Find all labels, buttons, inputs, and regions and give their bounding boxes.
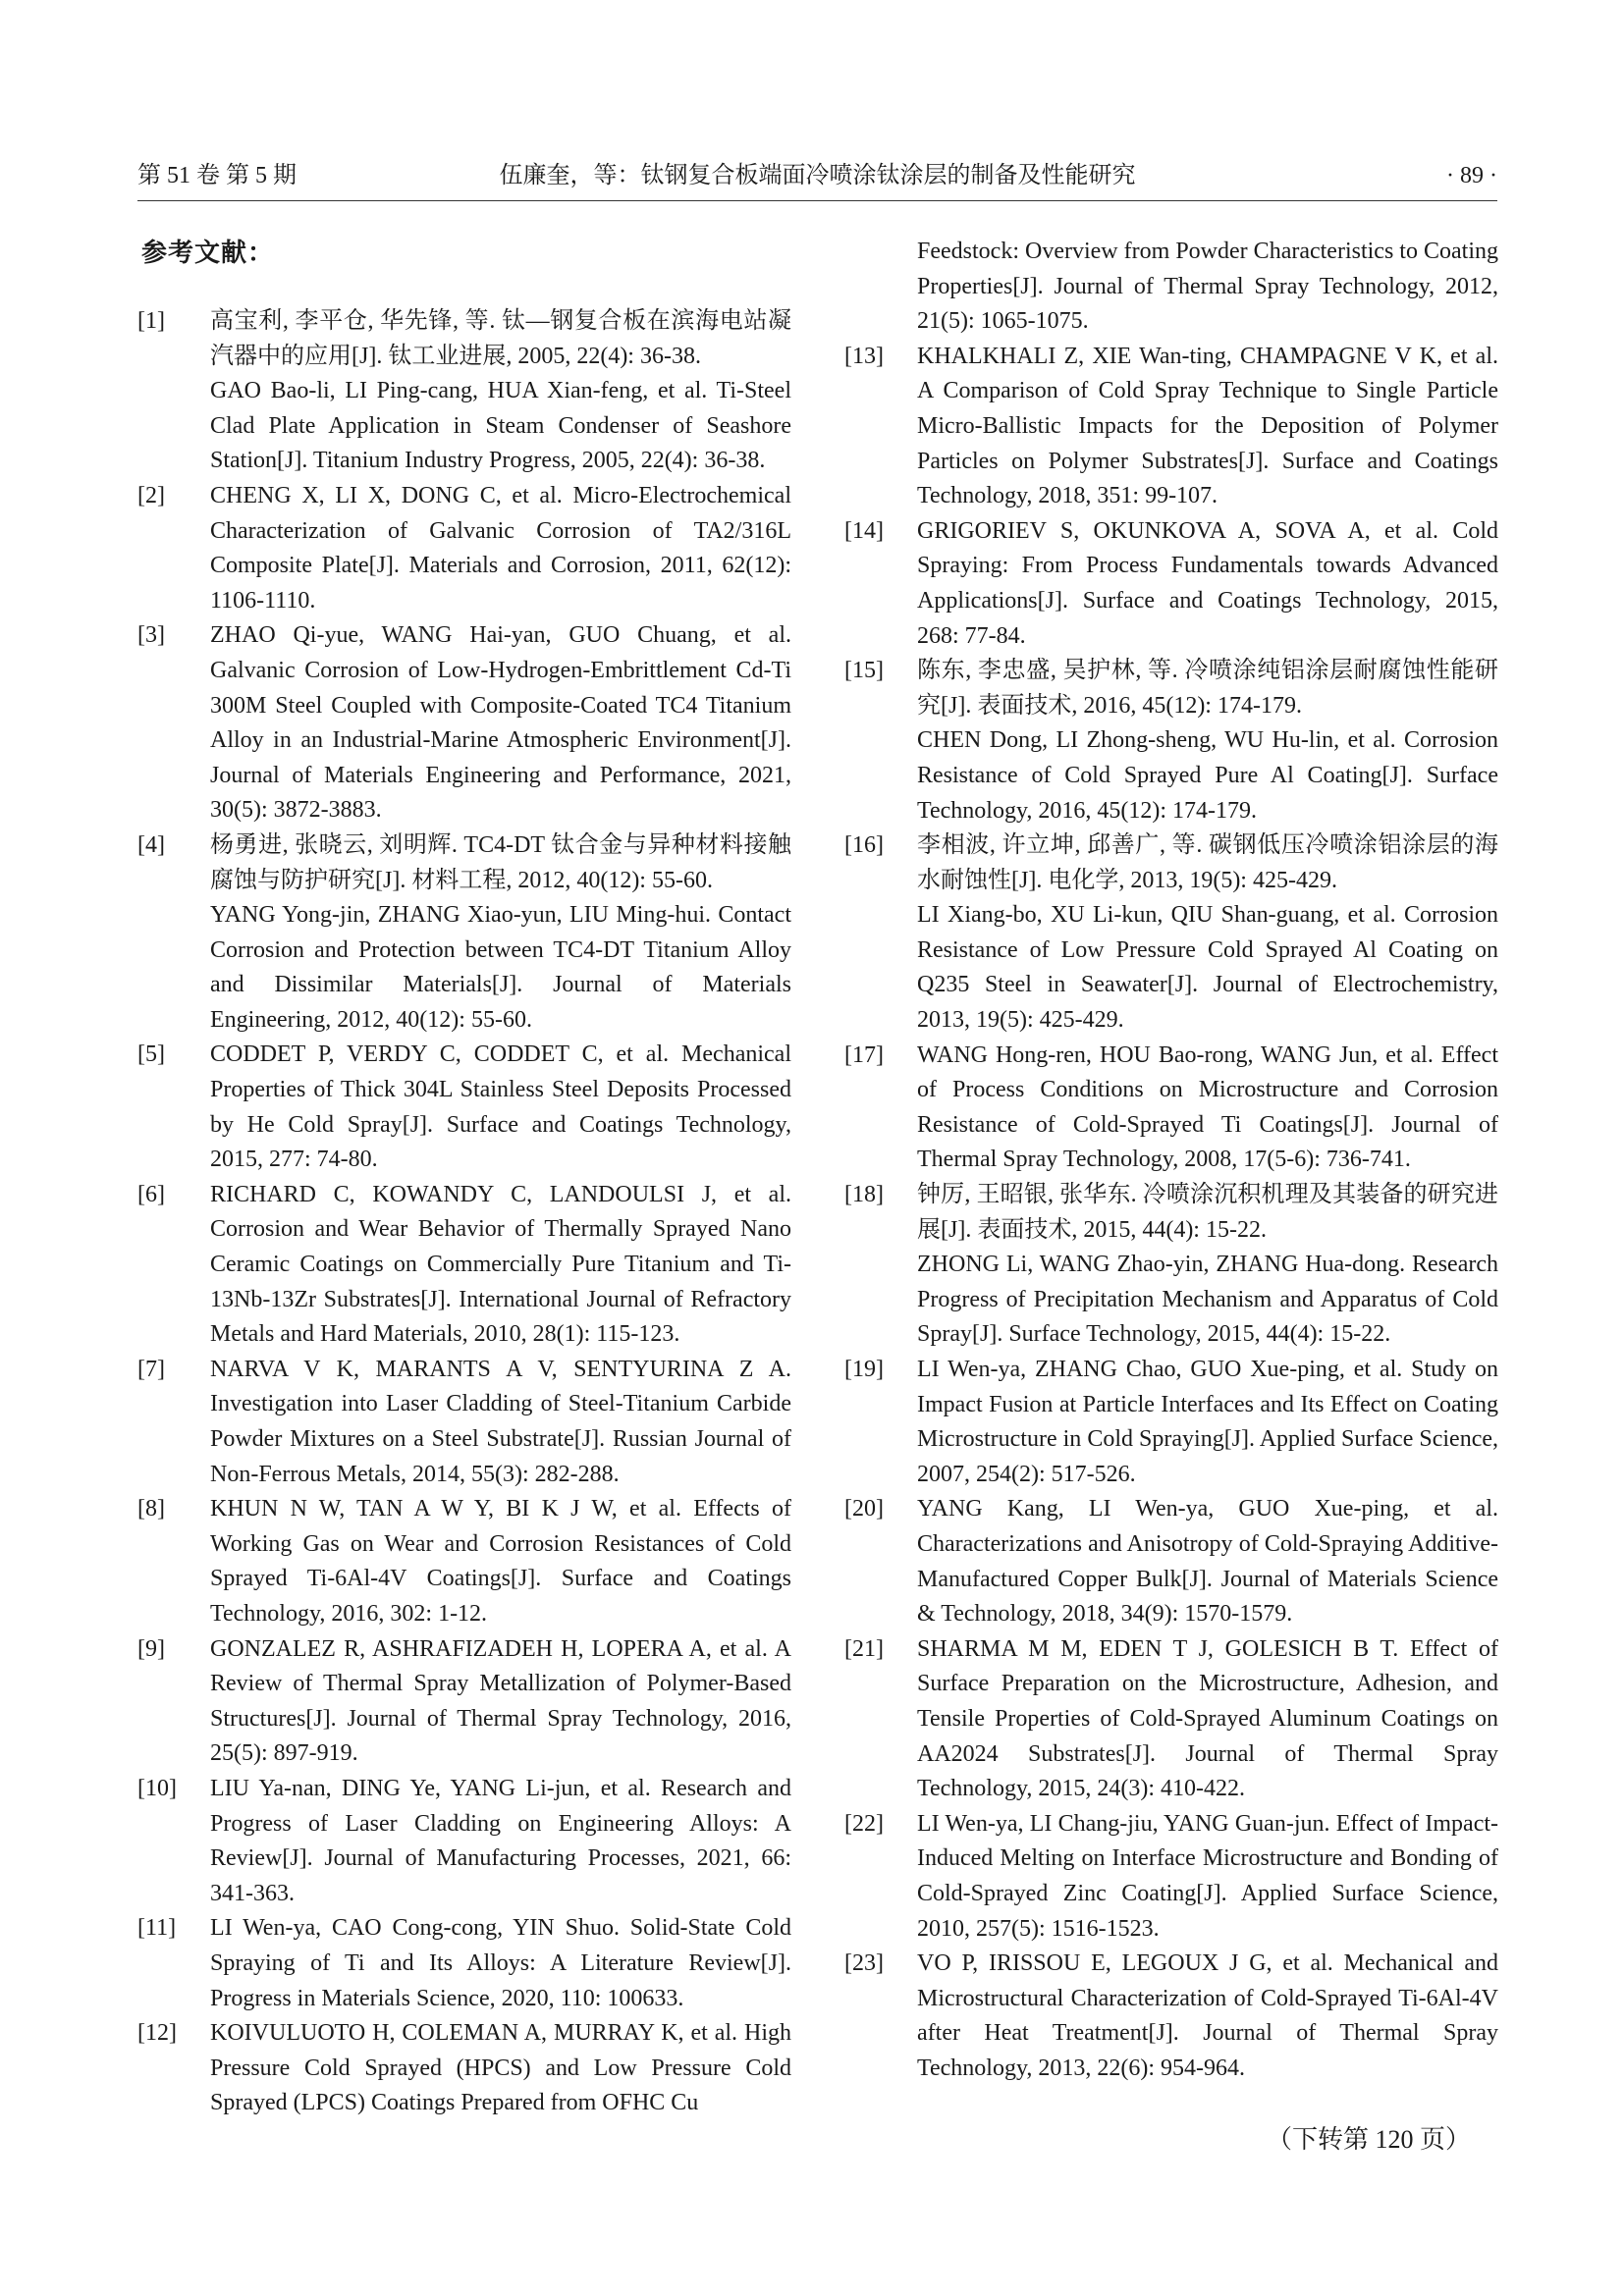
reference-item [844, 235, 1498, 340]
reference-number: [2] [137, 482, 165, 508]
reference-text [917, 1178, 1498, 1353]
reference-citation: CHENG X, LI X, DONG C, et al. Micro-Electrochemical Characterization of Galvanic Corrosion of TA2/316L Composite Plate[J]. Materials and Corrosion, 2011, 62(12): 1106-1110. [210, 482, 791, 614]
reference-item [844, 514, 1498, 654]
reference-citation: KHALKHALI Z, XIE Wan-ting, CHAMPAGNE V K, et al. A Comparison of Cold Spray Technique to Single Particle Micro-Ballistic Impacts for the Deposition of Polymer Particles on Polymer Substrates[J]. Surface and Coatings Technology, 2018, 351: 99-107. [917, 343, 1498, 509]
reference-item [137, 1178, 791, 1353]
reference-text [917, 828, 1498, 1039]
references-left-column [137, 304, 791, 2121]
reference-item [137, 1911, 791, 2016]
reference-text [917, 235, 1498, 340]
reference-english-translation: YANG Yong-jin, ZHANG Xiao-yun, LIU Ming-hui. Contact Corrosion and Protection between TC4-DT Titanium Alloy and Dissimilar Materials[J]. Journal of Materials Engineering, 2012, 40(12): 55-60. [210, 902, 791, 1033]
reference-item [844, 1632, 1498, 1807]
reference-text [210, 304, 791, 479]
reference-item [137, 2016, 791, 2121]
reference-citation: SHARMA M M, EDEN T J, GOLESICH B T. Effect of Surface Preparation on the Microstructure, Adhesion, and Tensile Properties of Cold-Sprayed Aluminum Coatings on AA2024 Substrates[J]. Journal of Thermal Spray Technology, 2015, 24(3): 410-422. [917, 1635, 1498, 1802]
running-title: 伍廉奎，等：钛钢复合板端面冷喷涂钛涂层的制备及性能研究 [499, 163, 1136, 188]
reference-number: [20] [844, 1496, 884, 1522]
reference-text [917, 1807, 1498, 1947]
reference-item [137, 1632, 791, 1772]
references-heading: 参考文献： [141, 239, 275, 267]
reference-text [917, 340, 1498, 514]
reference-citation: Feedstock: Overview from Powder Characteristics to Coating Properties[J]. Journal of Thermal Spray Technology, 2012, 21(5): 1065-1075. [917, 239, 1498, 335]
reference-item [844, 1178, 1498, 1353]
reference-number: [21] [844, 1635, 884, 1662]
reference-citation: KOIVULUOTO H, COLEMAN A, MURRAY K, et al. High Pressure Cold Sprayed (HPCS) and Low Pressure Cold Sprayed (LPCS) Coatings Prepared from OFHC Cu [210, 2020, 791, 2116]
reference-number: [4] [137, 831, 165, 858]
reference-item [844, 654, 1498, 828]
reference-citation: LI Wen-ya, LI Chang-jiu, YANG Guan-jun. Effect of Impact-Induced Melting on Interface Microstructure and Bonding of Cold-Sprayed Zinc Coating[J]. Applied Surface Science, 2010, 257(5): 1516-1523. [917, 1810, 1498, 1942]
reference-item [137, 1353, 791, 1492]
reference-english-translation: GAO Bao-li, LI Ping-cang, HUA Xian-feng, et al. Ti-Steel Clad Plate Application in Steam Condenser of Seashore Station[J]. Titanium Industry Progress, 2005, 22(4): 36-38. [210, 378, 791, 474]
reference-item [137, 828, 791, 1039]
reference-citation: CODDET P, VERDY C, CODDET C, et al. Mechanical Properties of Thick 304L Stainless Steel Deposits Processed by He Cold Spray[J]. Surface and Coatings Technology, 2015, 277: 74-80. [210, 1041, 791, 1173]
reference-text [917, 1353, 1498, 1492]
reference-text [917, 654, 1498, 828]
reference-citation: LI Wen-ya, ZHANG Chao, GUO Xue-ping, et al. Study on Impact Fusion at Particle Interfaces and Its Effect on Coating Microstructure in Cold Spraying[J]. Applied Surface Science, 2007, 254(2): 517-526. [917, 1357, 1498, 1487]
reference-text [210, 1911, 791, 2016]
reference-number: [9] [137, 1635, 165, 1662]
reference-citation: 李相波, 许立坤, 邱善广, 等. 碳钢低压冷喷涂铝涂层的海水耐蚀性[J]. 电化学, 2013, 19(5): 425-429. [917, 832, 1498, 893]
reference-citation: LI Wen-ya, CAO Cong-cong, YIN Shuo. Solid-State Cold Spraying of Ti and Its Alloys: A Literature Review[J]. Progress in Materials Science, 2020, 110: 100633. [210, 1915, 791, 2011]
reference-item [137, 1038, 791, 1177]
reference-item [844, 340, 1498, 514]
reference-citation: 钟厉, 王昭银, 张华东. 冷喷涂沉积机理及其装备的研究进展[J]. 表面技术, 2015, 44(4): 15-22. [917, 1182, 1498, 1243]
reference-number: [18] [844, 1182, 884, 1208]
running-header [137, 159, 1497, 192]
reference-number: [12] [137, 2020, 177, 2047]
reference-number: [17] [844, 1041, 884, 1068]
reference-text [210, 618, 791, 828]
reference-text [210, 479, 791, 618]
reference-citation: KHUN N W, TAN A W Y, BI K J W, et al. Effects of Working Gas on Wear and Corrosion Resistances of Cold Sprayed Ti-6Al-4V Coatings[J]. Surface and Coatings Technology, 2016, 302: 1-12. [210, 1496, 791, 1627]
reference-number: [5] [137, 1041, 165, 1068]
reference-citation: ZHAO Qi-yue, WANG Hai-yan, GUO Chuang, et al. Galvanic Corrosion of Low-Hydrogen-Embrittlement Cd-Ti 300M Steel Coupled with Composite-Coated TC4 Titanium Alloy in an Industrial-Marine Atmospheric Environment[J]. Journal of Materials Engineering and Performance, 2021, 30(5): 3872-3883. [210, 622, 791, 824]
reference-citation: GONZALEZ R, ASHRAFIZADEH H, LOPERA A, et al. A Review of Thermal Spray Metallization of Polymer-Based Structures[J]. Journal of Thermal Spray Technology, 2016, 25(5): 897-919. [210, 1635, 791, 1767]
reference-item [844, 1492, 1498, 1631]
reference-citation: LIU Ya-nan, DING Ye, YANG Li-jun, et al. Research and Progress of Laser Cladding on Engineering Alloys: A Review[J]. Journal of Manufacturing Processes, 2021, 66: 341-363. [210, 1775, 791, 1906]
continued-note: （下转第 120 页） [1267, 2125, 1472, 2154]
reference-text [210, 2016, 791, 2121]
reference-number: [8] [137, 1496, 165, 1522]
reference-number: [15] [844, 658, 884, 684]
reference-number: [1] [137, 308, 165, 334]
reference-text [917, 514, 1498, 654]
reference-item [844, 1947, 1498, 2086]
reference-citation: YANG Kang, LI Wen-ya, GUO Xue-ping, et al. Characterizations and Anisotropy of Cold-Spraying Additive-Manufactured Copper Bulk[J]. Journal of Materials Science & Technology, 2018, 34(9): 1570-1579. [917, 1496, 1498, 1628]
reference-item [137, 1492, 791, 1631]
reference-item [844, 1039, 1498, 1178]
reference-number: [22] [844, 1810, 884, 1837]
header-rule [137, 200, 1497, 201]
reference-item [844, 1807, 1498, 1947]
reference-number: [7] [137, 1356, 165, 1382]
reference-number: [16] [844, 832, 884, 859]
reference-text [210, 828, 791, 1039]
reference-number: [19] [844, 1357, 884, 1382]
reference-number: [11] [137, 1915, 177, 1942]
page-number: · 89 · [1446, 163, 1497, 188]
reference-text [210, 1178, 791, 1353]
reference-number: [3] [137, 622, 165, 649]
reference-citation: 高宝利, 李平仓, 华先锋, 等. 钛—钢复合板在滨海电站凝汽器中的应用[J]. 钛工业进展, 2005, 22(4): 36-38. [210, 308, 791, 369]
journal-issue: 第 51 卷 第 5 期 [137, 163, 297, 188]
reference-text [917, 1947, 1498, 2086]
reference-item [137, 304, 791, 479]
reference-text [917, 1039, 1498, 1178]
reference-number: [6] [137, 1181, 165, 1207]
reference-english-translation: CHEN Dong, LI Zhong-sheng, WU Hu-lin, et al. Corrosion Resistance of Cold Sprayed Pure Al Coating[J]. Surface Technology, 2016, 45(12): 174-179. [917, 727, 1498, 824]
reference-item [844, 1353, 1498, 1492]
reference-number: [10] [137, 1775, 177, 1801]
reference-citation: VO P, IRISSOU E, LEGOUX J G, et al. Mechanical and Microstructural Characterization of Cold-Sprayed Ti-6Al-4V after Heat Treatment[J]. Journal of Thermal Spray Technology, 2013, 22(6): 954-964. [917, 1950, 1498, 2081]
reference-citation: NARVA V K, MARANTS A V, SENTYURINA Z A. Investigation into Laser Cladding of Steel-Titanium Carbide Powder Mixtures on a Steel Substrate[J]. Russian Journal of Non-Ferrous Metals, 2014, 55(3): 282-288. [210, 1356, 791, 1487]
reference-english-translation: ZHONG Li, WANG Zhao-yin, ZHANG Hua-dong. Research Progress of Precipitation Mechanism and Apparatus of Cold Spray[J]. Surface Technology, 2015, 44(4): 15-22. [917, 1252, 1498, 1348]
reference-citation: WANG Hong-ren, HOU Bao-rong, WANG Jun, et al. Effect of Process Conditions on Microstructure and Corrosion Resistance of Cold-Sprayed Ti Coatings[J]. Journal of Thermal Spray Technology, 2008, 17(5-6): 736-741. [917, 1041, 1498, 1173]
reference-text [210, 1038, 791, 1177]
reference-number: [13] [844, 343, 884, 369]
reference-text [210, 1632, 791, 1772]
reference-text [210, 1353, 791, 1492]
references-right-column [844, 235, 1498, 2086]
reference-citation: 杨勇进, 张晓云, 刘明辉. TC4-DT 钛合金与异种材料接触腐蚀与防护研究[J]. 材料工程, 2012, 40(12): 55-60. [210, 831, 791, 893]
reference-text [917, 1492, 1498, 1631]
reference-text [917, 1632, 1498, 1807]
reference-english-translation: LI Xiang-bo, XU Li-kun, QIU Shan-guang, et al. Corrosion Resistance of Low Pressure Cold Sprayed Al Coating on Q235 Steel in Seawater[J]. Journal of Electrochemistry, 2013, 19(5): 425-429. [917, 902, 1498, 1034]
reference-item [137, 618, 791, 828]
reference-citation: RICHARD C, KOWANDY C, LANDOULSI J, et al. Corrosion and Wear Behavior of Thermally Sprayed Nano Ceramic Coatings on Commercially Pure Titanium and Ti-13Nb-13Zr Substrates[J]. International Journal of Refractory Metals and Hard Materials, 2010, 28(1): 115-123. [210, 1181, 791, 1348]
reference-citation: 陈东, 李忠盛, 吴护林, 等. 冷喷涂纯铝涂层耐腐蚀性能研究[J]. 表面技术, 2016, 45(12): 174-179. [917, 658, 1498, 719]
reference-citation: GRIGORIEV S, OKUNKOVA A, SOVA A, et al. Cold Spraying: From Process Fundamentals towards Advanced Applications[J]. Surface and Coatings Technology, 2015, 268: 77-84. [917, 517, 1498, 649]
reference-text [210, 1492, 791, 1631]
reference-item [137, 1772, 791, 1911]
reference-number: [14] [844, 517, 884, 544]
reference-number: [23] [844, 1950, 884, 1977]
reference-item [844, 828, 1498, 1039]
reference-item [137, 479, 791, 618]
reference-text [210, 1772, 791, 1911]
